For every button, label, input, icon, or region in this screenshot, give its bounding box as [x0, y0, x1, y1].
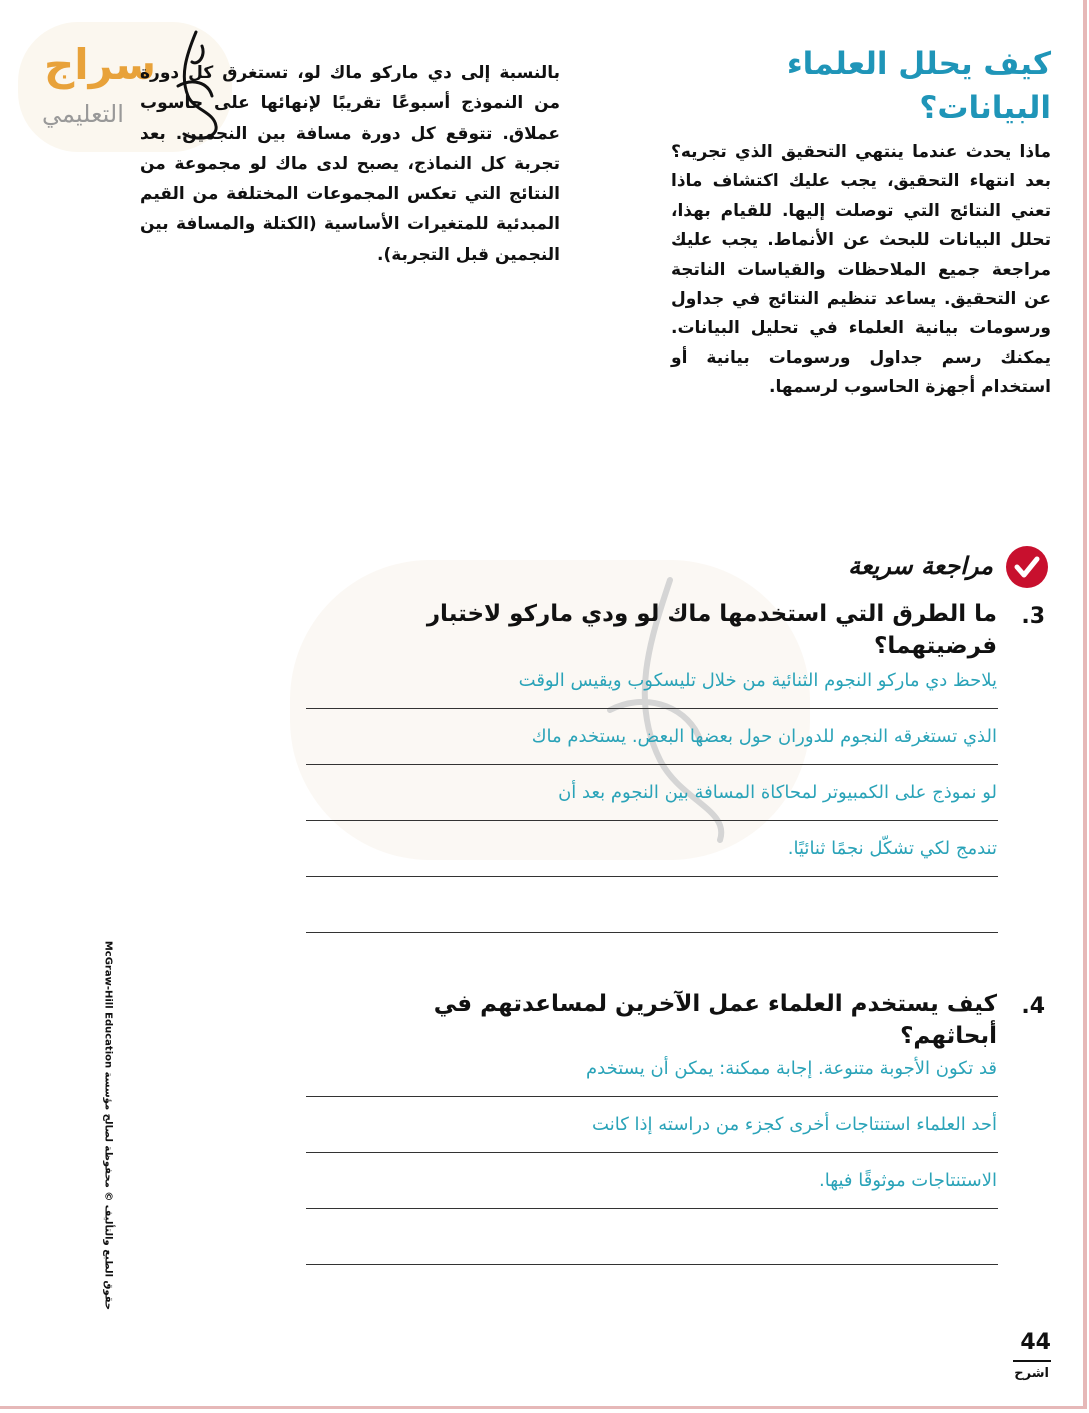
answer-line[interactable]	[306, 1208, 998, 1209]
answer-text: يلاحظ دي ماركو النجوم الثنائية من خلال تليسكوب ويقيس الوقت	[518, 670, 997, 691]
question-text: ما الطرق التي استخدمها ماك لو ودي ماركو لاختبار فرضيتهما؟	[426, 601, 997, 659]
page-number-rule	[1013, 1360, 1051, 1362]
copyright-notice: حقوق الطبع والتأليف © محفوظة لصالح مؤسسة McGraw-Hill Education	[102, 940, 114, 1311]
section-label: اشرح	[1014, 1366, 1049, 1381]
quick-review-label: مراجعة سريعة	[848, 552, 993, 580]
answer-line[interactable]	[306, 1264, 998, 1265]
answer-line[interactable]	[306, 820, 998, 821]
page-number: 44	[1020, 1330, 1051, 1355]
answer-text: الاستنتاجات موثوقًا فيها.	[818, 1170, 997, 1191]
answer-line[interactable]	[306, 876, 998, 877]
left-paragraph: بالنسبة إلى دي ماركو ماك لو، تستغرق كل دورة من النموذج أسبوعًا تقريبًا لإنهائها على حاسوب عملاق. تتوقع كل دورة مسافة بين النجمين. بعد تجربة كل النماذج، يصبح لدى ماك لو مجموعة من النتائج التي تعكس المجموعات المختلفة من القيم المبدئية للمتغيرات الأساسية (الكتلة والمسافة بين النجمين قبل التجربة).	[140, 63, 560, 265]
answer-line[interactable]	[306, 932, 998, 933]
answer-line[interactable]	[306, 708, 998, 709]
answer-line[interactable]	[306, 764, 998, 765]
answer-text: أحد العلماء استنتاجات أخرى كجزء من دراسته إذا كانت	[592, 1114, 997, 1135]
checkmark-icon	[1006, 546, 1048, 588]
question-number: 3.	[1021, 604, 1045, 629]
answer-line[interactable]	[306, 1152, 998, 1153]
question-text: كيف يستخدم العلماء عمل الآخرين لمساعدتهم في أبحاثهم؟	[433, 991, 997, 1049]
answer-text: قد تكون الأجوبة متنوعة. إجابة ممكنة: يمكن أن يستخدم	[586, 1058, 997, 1079]
section-title: كيف يحلل العلماء البيانات؟	[786, 46, 1051, 126]
right-paragraph: ماذا يحدث عندما ينتهي التحقيق الذي تجريه؟ بعد انتهاء التحقيق، يجب عليك اكتشاف ماذا تعني النتائج التي توصلت إليها. للقيام بهذا، تحلل البيانات للبحث عن الأنماط. يجب عليك مراجعة جميع الملاحظات والقياسات الناتجة عن التحقيق. يساعد تنظيم النتائج في جداول ورسومات بيانية العلماء في تحليل البيانات. يمكنك رسم جداول ورسومات بيانية أو استخدام أجهزة الحاسوب لرسمها.	[671, 142, 1051, 398]
answer-text: لو نموذج على الكمبيوتر لمحاكاة المسافة بين النجوم بعد أن	[558, 782, 997, 803]
question-number: 4.	[1021, 994, 1045, 1019]
answer-text: تندمج لكي تشكّل نجمًا ثنائيًا.	[787, 838, 997, 859]
logo-word-siraj: سراج	[44, 40, 157, 89]
answer-text: الذي تستغرقه النجوم للدوران حول بعضها البعض. يستخدم ماك	[531, 726, 997, 747]
answer-line[interactable]	[306, 1096, 998, 1097]
logo-word-educational: التعليمي	[42, 100, 124, 128]
